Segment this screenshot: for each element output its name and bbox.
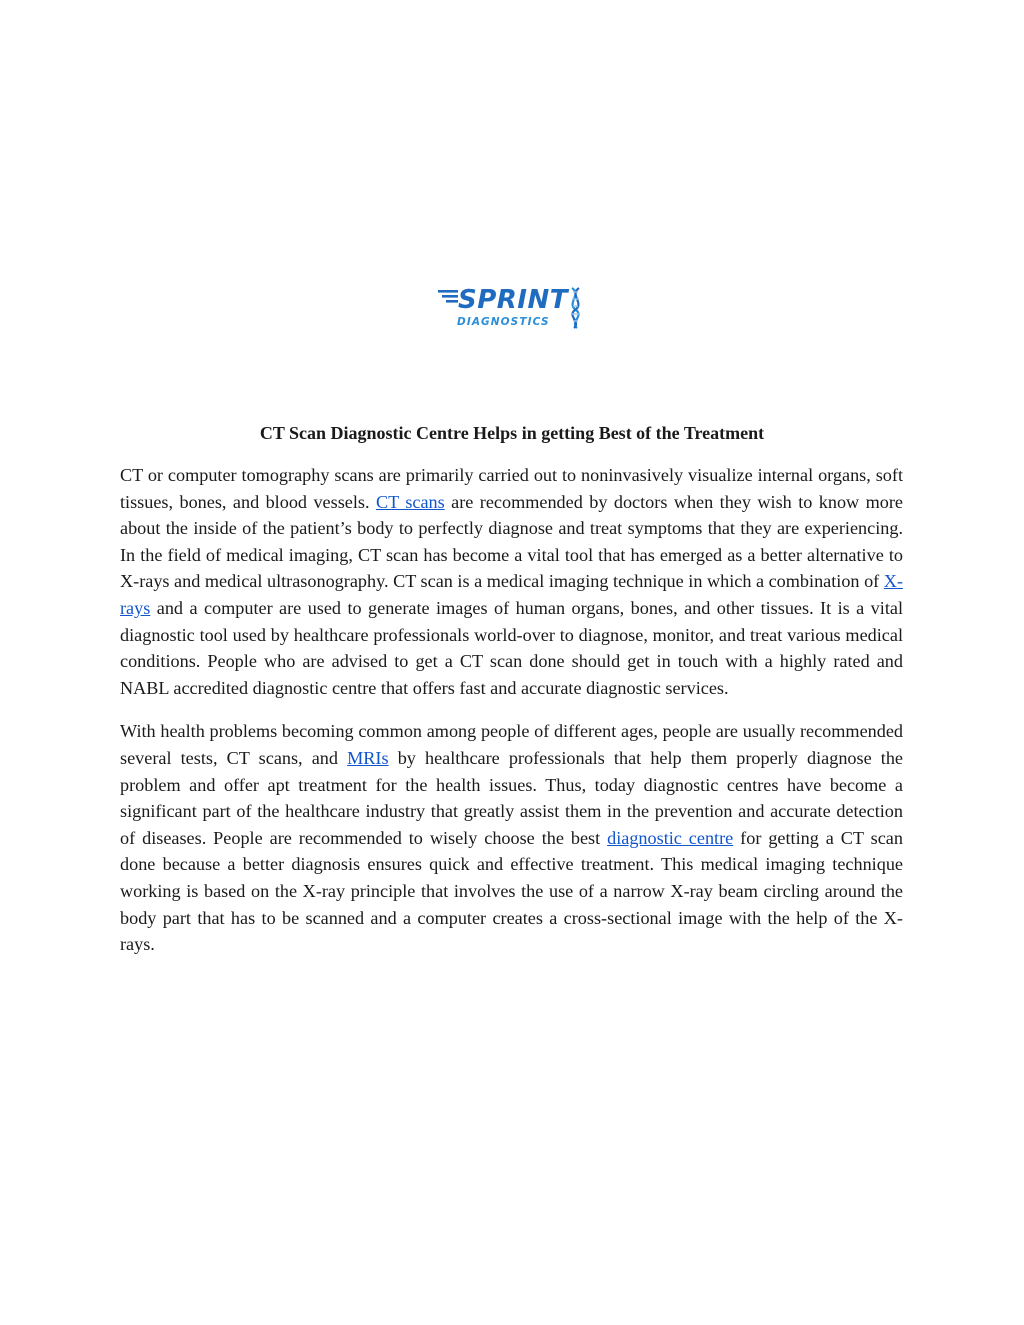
- sprint-diagnostics-logo: [436, 282, 588, 332]
- paragraph-2: [120, 718, 903, 957]
- paragraph-2-text-c: for getting a CT scan done because a better diagnosis ensures quick and effective treatment. This medical imaging technique working is based on the X-ray principle that involves the use of a narrow X-ray beam circling around the body part that has to be scanned and a computer creates a cross-sectional image with the help of the X-rays.: [120, 827, 903, 955]
- logo-sub-text: DIAGNOSTICS: [457, 316, 550, 328]
- paragraph-1-text-a: CT or computer tomography scans are primarily carried out to noninvasively visualize internal organs, soft tissues, bones, and blood vessels.: [120, 465, 903, 512]
- logo-brand-text: SPRINT: [458, 285, 568, 315]
- paragraph-2-text-b: by healthcare professionals that help them properly diagnose the problem and offer apt treatment for the health issues. Thus, today diagnostic centres have become a significant part of the healthcare industry that greatly assist them in the prevention and accurate detection of diseases. People are recommended to wisely choose the best: [120, 747, 903, 848]
- x-rays-link[interactable]: X-rays: [120, 571, 903, 618]
- dna-helix-icon: [572, 288, 579, 328]
- paragraph-1-text-b: are recommended by doctors when they wish to know more about the inside of the patient’s body to perfectly diagnose and treat symptoms that they are experiencing. In the field of medical imaging, CT scan has become a vital tool that has emerged as a better alternative to X-rays and medical ultrasonography. CT scan is a medical imaging technique in which a combination of: [120, 491, 903, 592]
- ct-scans-link[interactable]: CT scans: [375, 491, 445, 512]
- document-title: CT Scan Diagnostic Centre Helps in getting Best of the Treatment: [259, 423, 765, 443]
- diagnostic-centre-link[interactable]: diagnostic centre: [607, 827, 734, 848]
- paragraph-1: [120, 462, 903, 701]
- paragraph-2-text-a: With health problems becoming common among people of different ages, people are usually recommended several tests, CT scans, and: [120, 721, 903, 768]
- mris-link[interactable]: MRIs: [347, 747, 389, 768]
- document-body: [120, 462, 903, 975]
- paragraph-1-text-c: and a computer are used to generate images of human organs, bones, and other tissues. It is a vital diagnostic tool used by healthcare professionals world-over to diagnose, monitor, and treat various medical conditions. People who are advised to get a CT scan done should get in touch with a highly rated and NABL accredited diagnostic centre that offers fast and accurate diagnostic services.: [120, 597, 903, 698]
